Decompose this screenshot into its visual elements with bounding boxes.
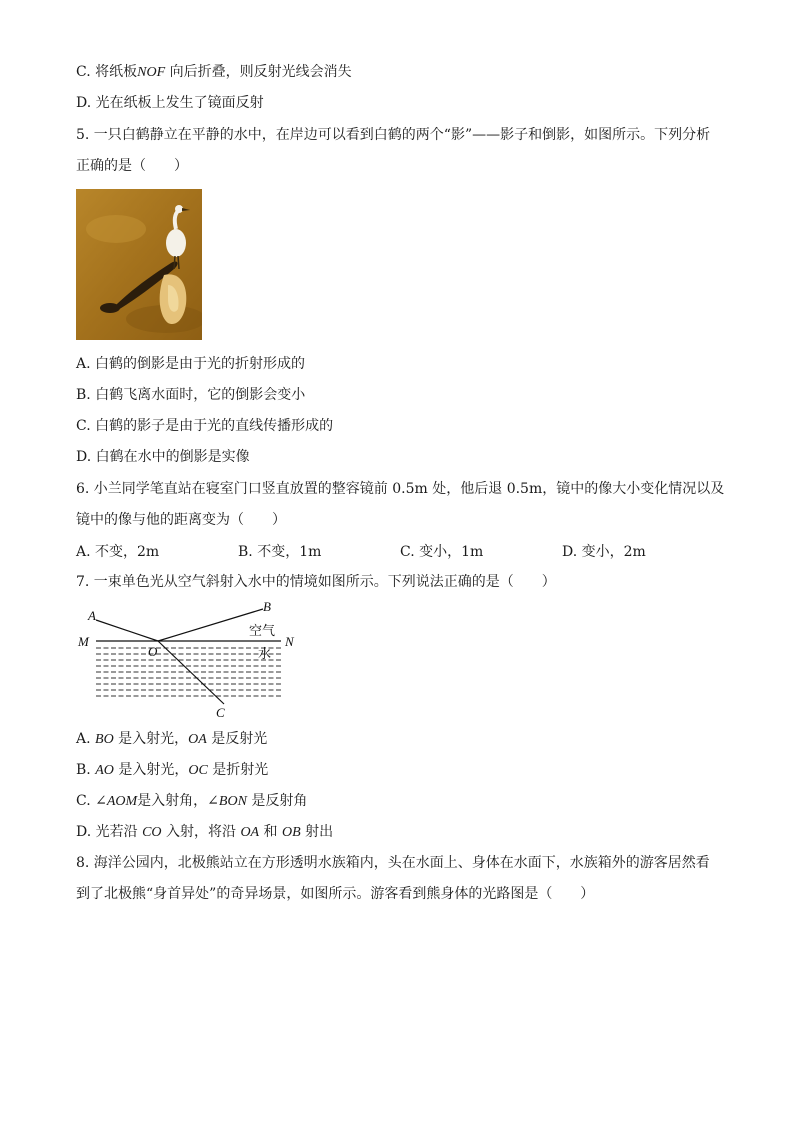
question-6-option-c: C. 变小，1m	[400, 544, 484, 560]
question-5-option-d: D. 白鹤在水中的倒影是实像	[76, 449, 250, 465]
question-8-stem-cont: 到了北极熊“身首异处”的奇异场景，如图所示。游客看到熊身体的光路图是（ ）	[76, 886, 595, 902]
label-c: C	[216, 705, 225, 720]
question-6-option-b: B. 不变，1m	[238, 544, 322, 560]
question-6-option-a: A. 不变，2m	[76, 544, 160, 560]
question-7-stem: 7. 一束单色光从空气斜射入水中的情境如图所示。下列说法正确的是（ ）	[76, 574, 556, 590]
option-d-prev: D. 光在纸板上发生了镜面反射	[76, 95, 264, 111]
question-7-option-d: D. 光若沿 CO 入射，将沿 OA 和 OB 射出	[76, 824, 334, 840]
label-b: B	[263, 600, 271, 614]
question-5-stem: 5. 一只白鹤静立在平静的水中，在岸边可以看到白鹤的两个“影”——影子和倒影，如图所示。下列分析	[76, 127, 711, 143]
label-m: M	[78, 634, 89, 649]
ray-ob	[158, 609, 263, 641]
ray-ao	[96, 620, 158, 641]
ray-oc	[158, 641, 224, 704]
water-hatching	[96, 648, 281, 696]
question-6-stem: 6. 小兰同学笔直站在寝室门口竖直放置的整容镜前 0.5m 处，他后退 0.5m，镜中的像大小变化情况以及	[76, 481, 725, 497]
question-6-options	[76, 541, 696, 561]
egret-photo	[76, 189, 202, 340]
label-water: 水	[258, 647, 272, 662]
question-7-option-a: A. BO 是入射光，OA 是反射光	[76, 731, 268, 747]
label-air: 空气	[249, 624, 276, 639]
label-o: O	[148, 644, 158, 659]
option-c-prev: C. 将纸板NOF 向后折叠，则反射光线会消失	[76, 64, 352, 80]
question-5-option-b: B. 白鹤飞离水面时，它的倒影会变小	[76, 387, 306, 403]
refraction-diagram	[76, 600, 316, 722]
question-5-stem-cont: 正确的是（ ）	[76, 158, 188, 174]
question-5-option-a: A. 白鹤的倒影是由于光的折射形成的	[76, 356, 306, 372]
question-8-stem: 8. 海洋公园内，北极熊站立在方形透明水族箱内，头在水面上、身体在水面下，水族箱外的游客居然看	[76, 855, 710, 871]
question-7-option-b: B. AO 是入射光，OC 是折射光	[76, 762, 269, 778]
label-n: N	[285, 634, 294, 649]
question-6-stem-cont: 镜中的像与他的距离变为（ ）	[76, 512, 286, 528]
question-6-option-d: D. 变小，2m	[562, 544, 646, 560]
question-7-option-c: C. ∠AOM是入射角，∠BON 是反射角	[76, 793, 308, 809]
label-a: A	[88, 608, 96, 623]
question-5-option-c: C. 白鹤的影子是由于光的直线传播形成的	[76, 418, 334, 434]
